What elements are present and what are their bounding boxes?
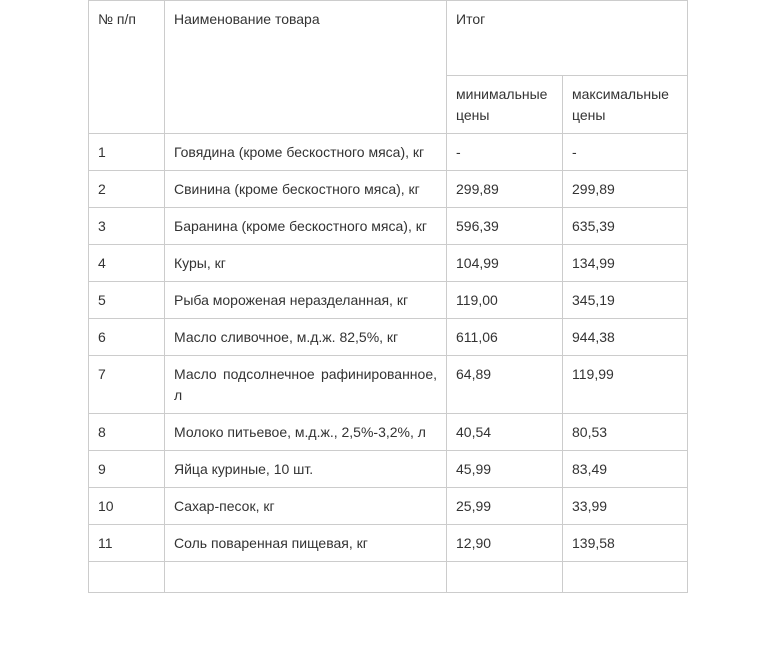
row-number-cell: 2 xyxy=(89,171,165,208)
product-name-cell: Масло сливочное, м.д.ж. 82,5%, кг xyxy=(165,319,447,356)
table-row xyxy=(89,282,688,319)
max-price-cell: 139,58 xyxy=(563,525,688,562)
product-name-cell: Говядина (кроме бескостного мяса), кг xyxy=(165,134,447,171)
row-number-cell xyxy=(89,562,165,593)
row-number-cell: 10 xyxy=(89,488,165,525)
min-price-cell: 299,89 xyxy=(447,171,563,208)
price-table xyxy=(88,0,688,593)
table-header xyxy=(89,1,688,134)
product-name-cell: Куры, кг xyxy=(165,245,447,282)
table-row xyxy=(89,134,688,171)
product-name-cell: Масло подсолнечное рафинированное, л xyxy=(165,356,447,414)
partial-next-row xyxy=(89,562,688,593)
max-price-cell: 83,49 xyxy=(563,451,688,488)
row-number-cell: 9 xyxy=(89,451,165,488)
max-price-cell: 119,99 xyxy=(563,356,688,414)
min-price-cell: 611,06 xyxy=(447,319,563,356)
table-row xyxy=(89,356,688,414)
product-name-cell: Свинина (кроме бескостного мяса), кг xyxy=(165,171,447,208)
max-price-cell: 80,53 xyxy=(563,414,688,451)
max-price-cell: 33,99 xyxy=(563,488,688,525)
table-row-partial xyxy=(89,562,688,593)
product-name-cell: Яйца куриные, 10 шт. xyxy=(165,451,447,488)
row-number-cell: 6 xyxy=(89,319,165,356)
max-price-cell: 345,19 xyxy=(563,282,688,319)
product-name-cell: Молоко питьевое, м.д.ж., 2,5%-3,2%, л xyxy=(165,414,447,451)
table-row xyxy=(89,319,688,356)
min-price-cell: 12,90 xyxy=(447,525,563,562)
row-number-cell: 1 xyxy=(89,134,165,171)
product-name-cell: Рыба мороженая неразделанная, кг xyxy=(165,282,447,319)
table-row xyxy=(89,171,688,208)
table-row xyxy=(89,525,688,562)
min-price-cell: 596,39 xyxy=(447,208,563,245)
table-row xyxy=(89,488,688,525)
max-price-cell: 944,38 xyxy=(563,319,688,356)
table-row xyxy=(89,245,688,282)
max-price-cell: 134,99 xyxy=(563,245,688,282)
min-price-cell: 119,00 xyxy=(447,282,563,319)
product-name-cell xyxy=(165,562,447,593)
min-price-cell: 64,89 xyxy=(447,356,563,414)
col-header-min-price: минимальные цены xyxy=(447,76,563,134)
table-row xyxy=(89,451,688,488)
product-name-cell: Баранина (кроме бескостного мяса), кг xyxy=(165,208,447,245)
row-number-cell: 4 xyxy=(89,245,165,282)
row-number-cell: 7 xyxy=(89,356,165,414)
product-name-cell: Сахар-песок, кг xyxy=(165,488,447,525)
min-price-cell: 40,54 xyxy=(447,414,563,451)
col-header-max-price: максимальные цены xyxy=(563,76,688,134)
row-number-cell: 3 xyxy=(89,208,165,245)
max-price-cell: 635,39 xyxy=(563,208,688,245)
product-name-cell: Соль поваренная пищевая, кг xyxy=(165,525,447,562)
table-body xyxy=(89,134,688,562)
min-price-cell: 104,99 xyxy=(447,245,563,282)
max-price-cell xyxy=(563,562,688,593)
header-row-top xyxy=(89,1,688,76)
max-price-cell: - xyxy=(563,134,688,171)
col-header-name: Наименование товара xyxy=(165,1,447,134)
max-price-cell: 299,89 xyxy=(563,171,688,208)
min-price-cell: - xyxy=(447,134,563,171)
table-row xyxy=(89,414,688,451)
min-price-cell xyxy=(447,562,563,593)
row-number-cell: 11 xyxy=(89,525,165,562)
min-price-cell: 45,99 xyxy=(447,451,563,488)
table-row xyxy=(89,208,688,245)
col-header-num: № п/п xyxy=(89,1,165,134)
row-number-cell: 5 xyxy=(89,282,165,319)
row-number-cell: 8 xyxy=(89,414,165,451)
min-price-cell: 25,99 xyxy=(447,488,563,525)
col-header-total: Итог xyxy=(447,1,688,76)
